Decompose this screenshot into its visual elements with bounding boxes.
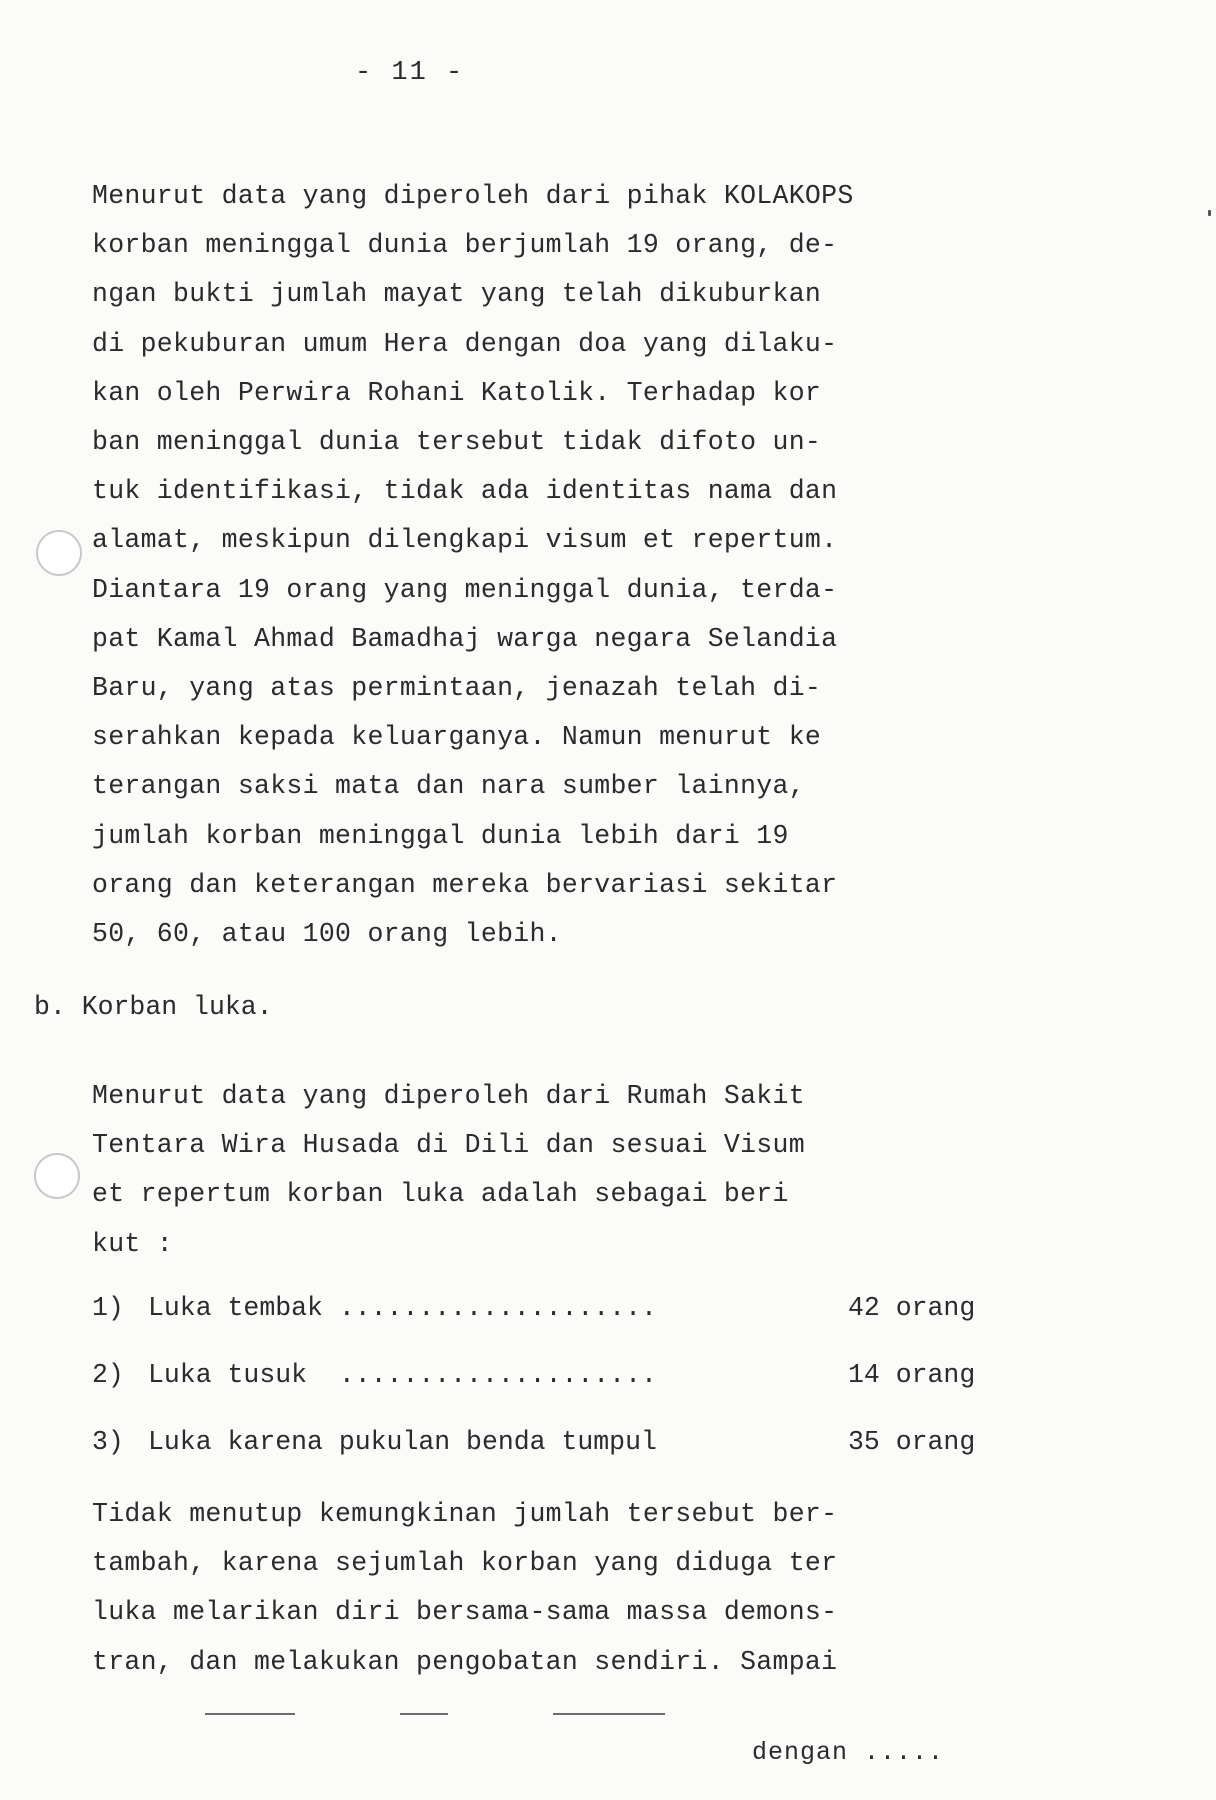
section-marker: b. [34,992,66,1022]
section-title: Korban luka. [81,992,273,1022]
list-item-label: Luka tembak .................... [148,1293,657,1323]
list-item-count: 42 orang [848,1293,976,1323]
list-item [92,1293,1022,1360]
injury-list [92,1293,1022,1494]
text-line: Tentara Wira Husada di Dili dan sesuai Visum [92,1130,805,1161]
punch-hole [36,530,82,576]
scan-speck [1208,210,1211,216]
list-item-number: 3) [92,1427,124,1457]
list-item-count: 35 orang [848,1427,976,1457]
text-line: terangan saksi mata dan nara sumber lainnya, [92,771,805,802]
paragraph-casualties-dead [92,172,1012,959]
page-number: - 11 - [355,58,465,88]
paragraph-additional-injured [92,1490,1012,1687]
list-item [92,1427,1022,1494]
text-line: Tidak menutup kemungkinan jumlah tersebut ber- [92,1499,838,1529]
list-item-label: Luka tusuk .................... [148,1360,657,1390]
list-item-number: 2) [92,1360,124,1390]
continuation-text: dengan ..... [752,1738,945,1767]
list-item-count: 14 orang [848,1360,976,1390]
text-line: orang dan keterangan mereka bervariasi sekitar [92,869,838,900]
text-line: luka melarikan diri bersama-sama massa demons- [92,1597,838,1628]
text-line: di pekuburan umum Hera dengan doa yang dilaku- [92,328,838,359]
text-line: korban meninggal dunia berjumlah 19 orang, de- [92,230,838,261]
text-line: 50, 60, atau 100 orang lebih. [92,919,562,950]
text-line: et repertum korban luka adalah sebagai beri [92,1179,789,1210]
separator-mark [553,1713,665,1715]
text-line: tran, dan melakukan pengobatan sendiri. Sampai [92,1646,838,1677]
text-line: kan oleh Perwira Rohani Katolik. Terhadap kor [92,377,822,408]
paragraph-injured-source [92,1072,1012,1269]
list-item-number: 1) [92,1293,124,1323]
section-heading-b [34,992,273,1022]
text-line: Diantara 19 orang yang meninggal dunia, terda- [92,574,838,605]
text-line: tuk identifikasi, tidak ada identitas nama dan [92,476,838,507]
punch-hole [34,1153,80,1199]
text-line: kut : [92,1228,174,1259]
separator-mark [400,1713,448,1715]
text-line: ban meninggal dunia tersebut tidak difoto un- [92,427,822,458]
text-line: Menurut data yang diperoleh dari Rumah Sakit [92,1081,805,1111]
text-line: tambah, karena sejumlah korban yang diduga ter [92,1548,838,1579]
text-line: alamat, meskipun dilengkapi visum et repertum. [92,525,838,556]
text-line: jumlah korban meninggal dunia lebih dari 19 [92,820,789,851]
text-line: serahkan kepada keluarganya. Namun menurut ke [92,722,822,753]
text-line: Menurut data yang diperoleh dari pihak KOLAKOPS [92,181,854,211]
list-item-label: Luka karena pukulan benda tumpul [148,1427,657,1457]
text-line: pat Kamal Ahmad Bamadhaj warga negara Selandia [92,623,838,654]
text-line: ngan bukti jumlah mayat yang telah dikuburkan [92,279,822,310]
text-line: Baru, yang atas permintaan, jenazah telah di- [92,673,822,704]
separator-mark [205,1713,295,1715]
list-item [92,1360,1022,1427]
